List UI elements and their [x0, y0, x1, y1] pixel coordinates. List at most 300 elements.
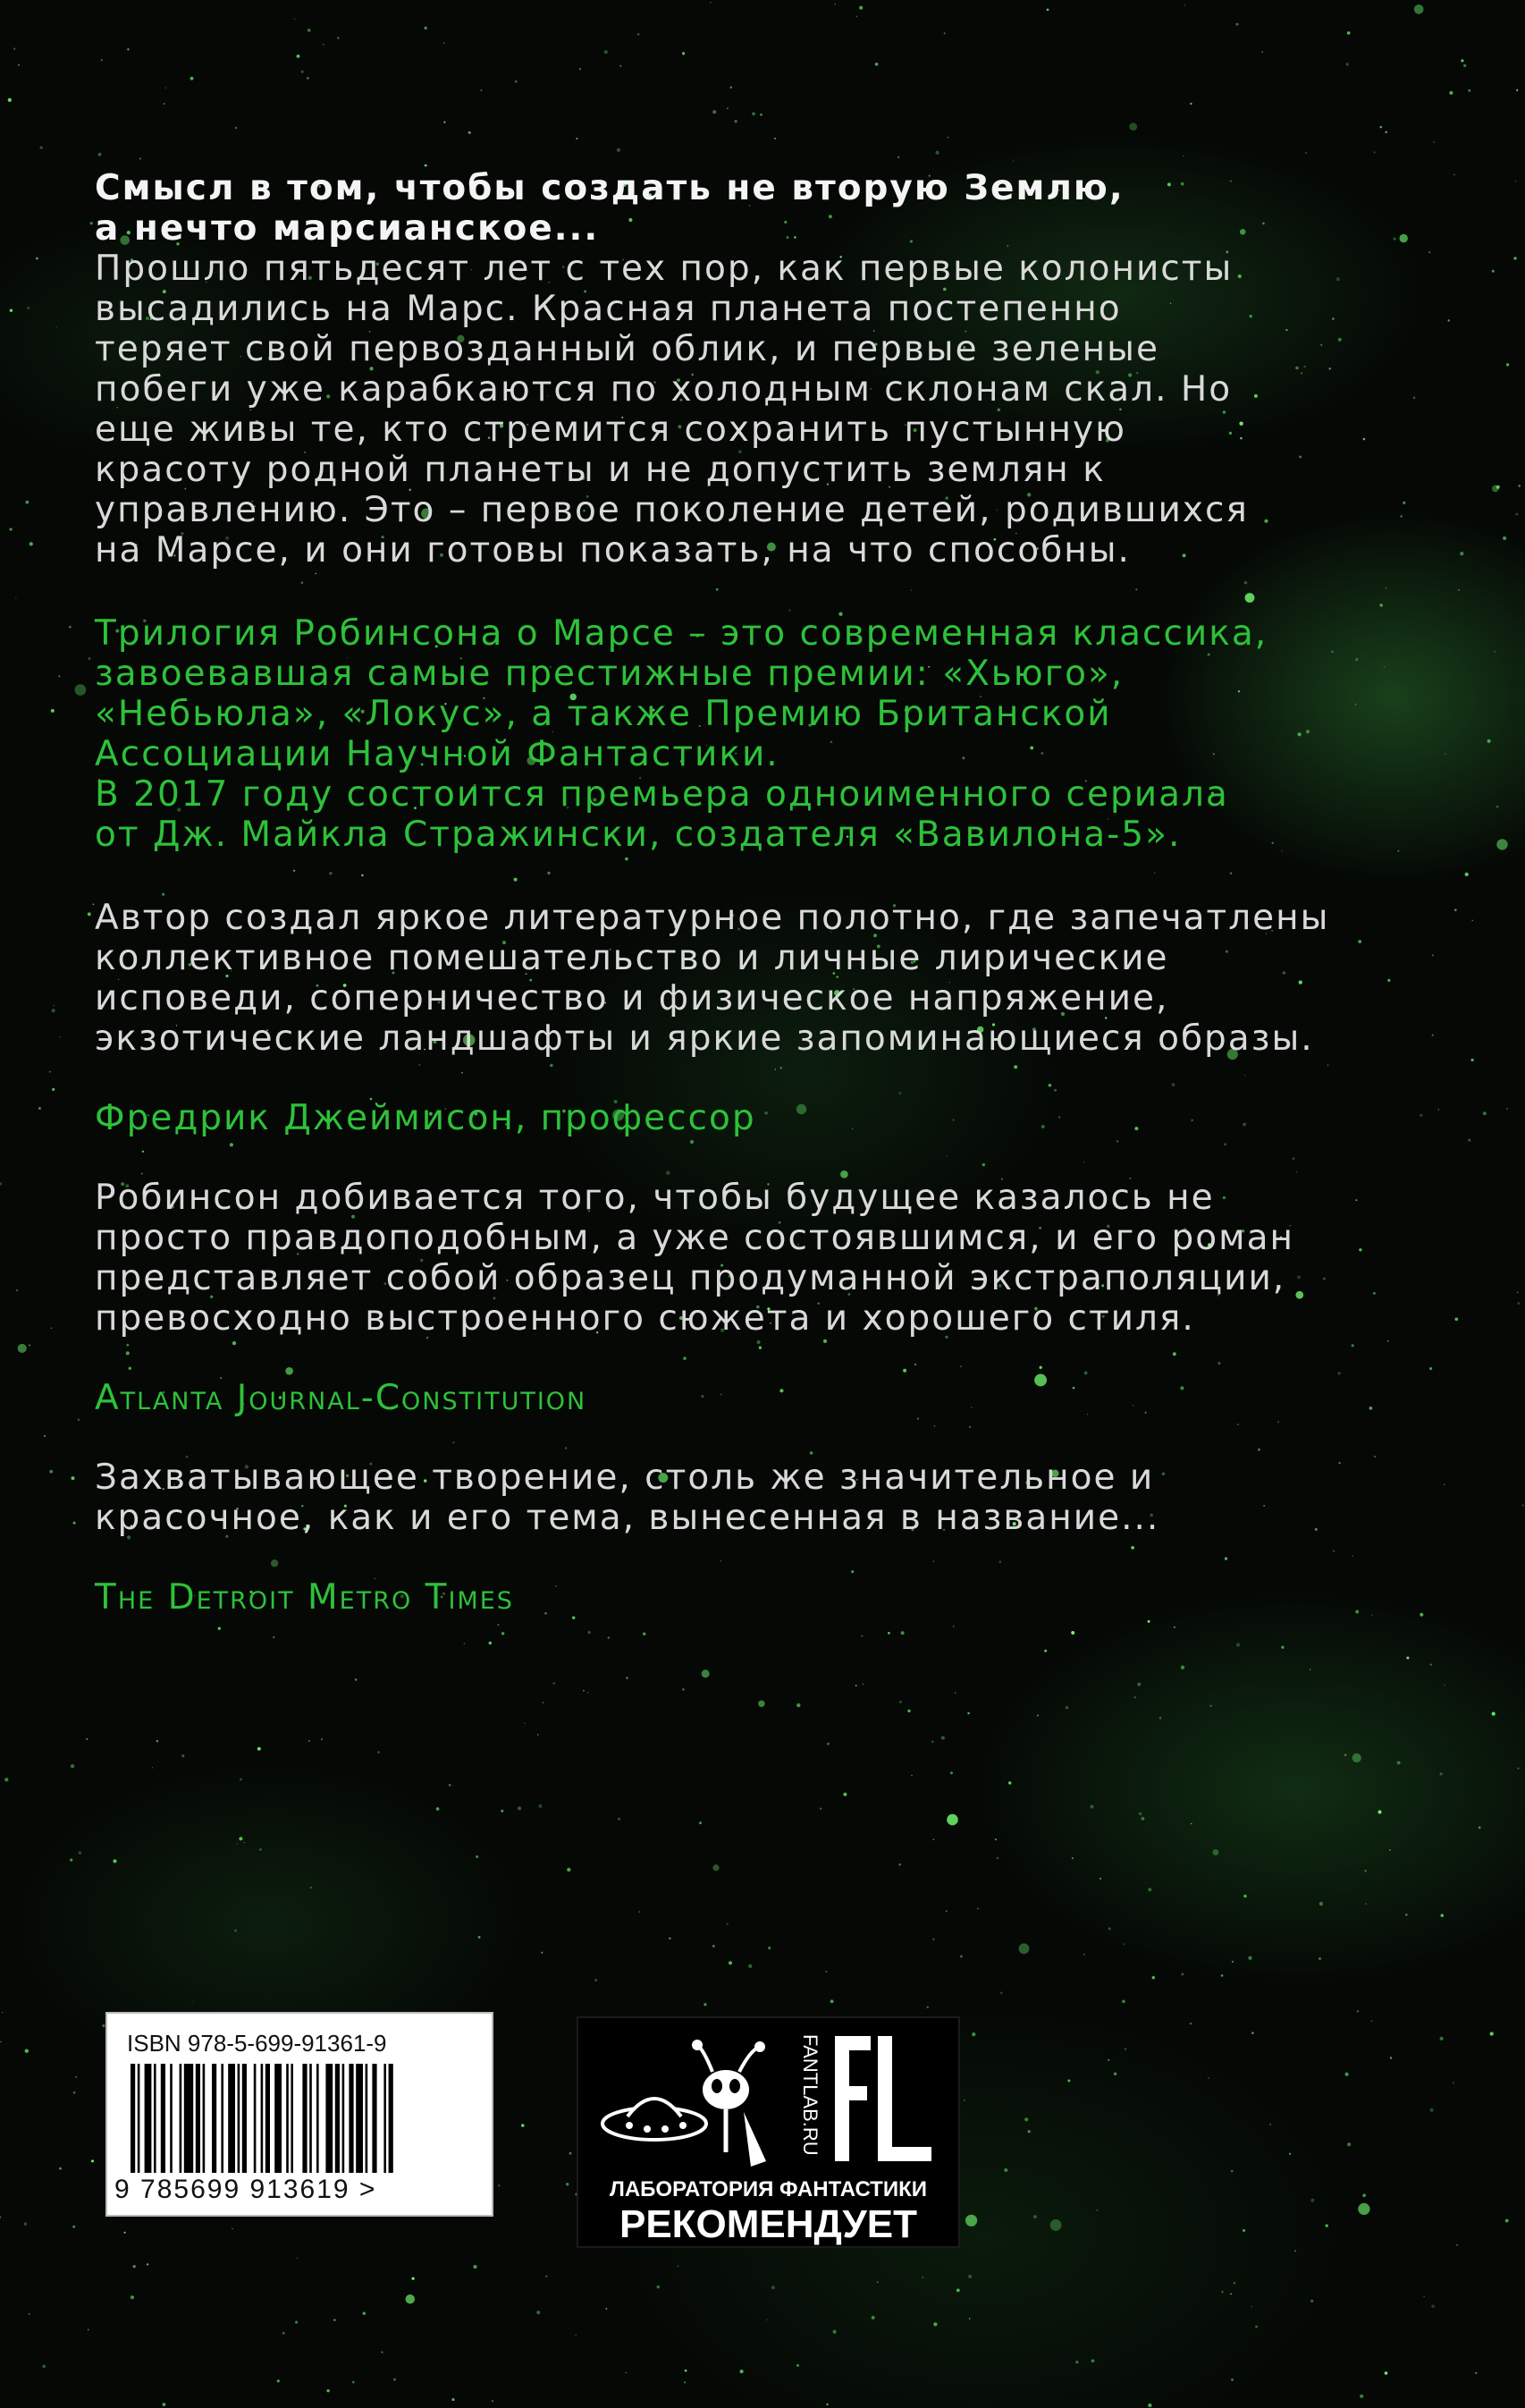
awards-line: Трилогия Робинсона о Марсе – это современная классика, [95, 613, 1268, 654]
star [1453, 174, 1454, 175]
star [524, 1723, 525, 1724]
star [1463, 64, 1466, 67]
star [619, 65, 621, 67]
star [898, 1863, 901, 1866]
star [901, 1631, 905, 1635]
star [93, 904, 95, 906]
star [1492, 1711, 1496, 1715]
star [91, 2159, 94, 2162]
star [133, 2265, 136, 2268]
star [72, 2226, 75, 2228]
star [1248, 1956, 1251, 1960]
star [29, 542, 33, 545]
star [492, 2400, 493, 2402]
star [637, 33, 640, 36]
star [0, 1182, 2, 1186]
star [1152, 1976, 1155, 1979]
star [240, 1779, 242, 1781]
star [712, 1945, 715, 1948]
barcode-bar [131, 2064, 135, 2173]
quote-line: Автор создал яркое литературное полотно, где запечатлены [95, 898, 1330, 938]
star [1066, 1706, 1069, 1710]
synopsis-line: на Марсе, и они готовы показать, на что способны. [95, 530, 1131, 570]
star [944, 32, 946, 34]
star [537, 1734, 538, 1735]
star [796, 1703, 800, 1707]
star [489, 1642, 492, 1644]
star [576, 138, 577, 139]
star [1067, 2080, 1070, 2083]
synopsis-line: высадились на Марс. Красная планета постепенно [95, 289, 1122, 329]
star [907, 1710, 910, 1712]
barcode-bar [254, 2064, 257, 2173]
star [152, 1767, 153, 1768]
star [579, 68, 581, 70]
star [1221, 2291, 1223, 2293]
star [518, 1806, 521, 1810]
star [425, 165, 427, 167]
star [393, 2378, 396, 2381]
star [740, 2370, 744, 2373]
star [834, 4, 836, 5]
barcode-bar [170, 2064, 173, 2173]
star [29, 1344, 30, 1346]
star [685, 2370, 687, 2372]
star [734, 120, 737, 123]
barcode-bar [316, 2064, 319, 2173]
star [1024, 2117, 1028, 2121]
star [964, 2100, 965, 2101]
star [1231, 2170, 1234, 2173]
star [594, 1979, 596, 1981]
star [1454, 1317, 1458, 1321]
star [768, 1947, 771, 1949]
star [936, 151, 939, 155]
star [1440, 1772, 1443, 1775]
star [478, 1936, 481, 1939]
star [1050, 2219, 1062, 2231]
star [308, 29, 311, 32]
star [1305, 152, 1307, 154]
star [29, 2313, 30, 2315]
star [88, 2329, 89, 2331]
headline-line-1: Смысл в том, чтобы создать не вторую Землю, [95, 168, 1125, 208]
star [49, 1470, 53, 1474]
star [307, 77, 309, 80]
star [587, 1692, 588, 1693]
star [1517, 1291, 1519, 1293]
star [44, 1435, 46, 1437]
star [682, 52, 685, 55]
star [972, 2032, 975, 2036]
star [827, 1743, 830, 1745]
back-cover-text [95, 168, 1445, 1618]
star [1008, 1781, 1011, 1784]
star [997, 1857, 999, 1860]
star [1506, 363, 1509, 366]
fl-brand-mark [835, 2036, 931, 2161]
star [8, 98, 12, 102]
lab-title: ЛАБОРАТОРИЯ ФАНТАСТИКИ [609, 2177, 927, 2201]
star [1444, 1685, 1445, 1686]
star [1000, 1992, 1002, 1994]
star [498, 1624, 500, 1626]
star [729, 1961, 732, 1964]
barcode-bar [265, 2064, 270, 2173]
star [18, 1344, 27, 1353]
headline-line-2: а нечто марсианское... [95, 208, 600, 249]
star [702, 1669, 710, 1677]
star [257, 1747, 261, 1751]
star [411, 2277, 414, 2280]
star [282, 2332, 285, 2335]
star [704, 2003, 706, 2006]
star [297, 2258, 299, 2260]
star [969, 2318, 971, 2319]
star [1148, 2404, 1151, 2407]
star [941, 1736, 945, 1739]
awards-line: В 2017 году состоится премьера одноименного сериала [95, 774, 1229, 815]
star [922, 2277, 923, 2278]
star [545, 2276, 547, 2277]
star [449, 1784, 451, 1787]
quote-line: исповеди, соперничество и физическое напряжение, [95, 978, 1169, 1018]
star [1389, 1849, 1391, 1851]
star [297, 55, 300, 58]
star [1148, 1620, 1150, 1623]
awards-line: от Дж. Майкла Стражински, создателя «Вавилона-5». [95, 815, 1182, 855]
star [1139, 1812, 1142, 1816]
star [1261, 51, 1263, 53]
star [1468, 1139, 1470, 1142]
star [1243, 2229, 1245, 2232]
barcode-bar [356, 2064, 363, 2173]
star [436, 1807, 440, 1811]
star [59, 2167, 62, 2170]
star [232, 2228, 233, 2230]
star [1294, 2251, 1296, 2252]
star [583, 1690, 585, 1692]
star [1494, 650, 1496, 653]
star [192, 2001, 193, 2002]
star [1357, 2010, 1360, 2013]
star [712, 110, 716, 114]
star [1490, 2032, 1494, 2035]
quote-line: просто правдоподобным, а уже состоявшимся, и его роман [95, 1218, 1294, 1258]
star [147, 2263, 148, 2265]
star [235, 127, 237, 129]
star [377, 1751, 379, 1753]
synopsis-line: красоту родной планеты и не допустить землян к [95, 450, 1106, 490]
star [239, 1837, 242, 1840]
star [4, 1778, 8, 1781]
star [1406, 1657, 1409, 1660]
star [752, 112, 755, 115]
star [1319, 1957, 1321, 1960]
star [70, 1858, 72, 1861]
star [1390, 2057, 1392, 2058]
star [1251, 2032, 1254, 2034]
star [25, 501, 29, 504]
star [682, 1688, 684, 1690]
star [569, 2152, 572, 2155]
awards-line: Ассоциации Научной Фантастики. [95, 734, 779, 774]
star [424, 27, 426, 30]
star [855, 1685, 857, 1686]
star [872, 2316, 875, 2319]
star [308, 1740, 310, 1742]
star [727, 107, 729, 109]
recommends-label: РЕКОМЕНДУЕТ [619, 2202, 918, 2246]
star [977, 1907, 979, 1909]
star [321, 1738, 323, 1740]
star [1429, 2108, 1433, 2112]
star [1344, 2073, 1348, 2076]
star [1458, 589, 1459, 590]
isbn-barcode [105, 2012, 493, 2217]
star [1212, 1849, 1218, 1855]
star [1114, 2073, 1117, 2076]
star [102, 2024, 105, 2027]
barcode-bar [286, 2064, 289, 2173]
star [859, 6, 863, 10]
barcode-bar [184, 2064, 193, 2173]
star [78, 1418, 80, 1421]
star [1208, 2077, 1209, 2079]
star [552, 1682, 555, 1685]
star [774, 138, 776, 139]
star [897, 156, 899, 158]
star [1072, 1857, 1074, 1859]
star [1232, 1961, 1234, 1963]
star [98, 153, 102, 156]
star [1209, 1704, 1211, 1706]
star [443, 42, 444, 43]
star [1234, 2282, 1236, 2285]
star [90, 222, 93, 224]
star [55, 326, 57, 328]
star [953, 1626, 955, 1627]
star [566, 2183, 569, 2185]
star [1122, 1999, 1125, 2003]
star [15, 597, 16, 598]
fantlab-logo [592, 2027, 949, 2179]
star [1496, 839, 1507, 849]
star [73, 2091, 76, 2094]
star [1174, 1626, 1175, 1628]
ufo-icon [602, 2099, 706, 2140]
synopsis-line: Прошло пятьдесят лет с тех пор, как первые колонисты [95, 249, 1234, 289]
star [181, 1754, 184, 1757]
star [588, 1631, 591, 1634]
star [352, 2381, 355, 2384]
star [88, 912, 91, 916]
star [758, 1701, 764, 1707]
star [1184, 4, 1185, 5]
star [699, 1821, 702, 1824]
star [1385, 2371, 1388, 2375]
star [163, 2403, 166, 2406]
star [608, 1636, 610, 1638]
star [1190, 2023, 1192, 2024]
star [1091, 2359, 1095, 2362]
star [1281, 1646, 1284, 1649]
barcode-bar [138, 2064, 140, 2173]
star [710, 2, 711, 3]
star [1518, 1302, 1521, 1305]
star [443, 122, 445, 123]
star [259, 1848, 262, 1851]
star [476, 1855, 478, 1858]
synopsis-line: побеги уже карабкаются по холодным склонам скал. Но [95, 369, 1233, 410]
star [1326, 2224, 1328, 2226]
star [9, 528, 12, 530]
synopsis-line: управлению. Это – первое поколение детей, родившихся [95, 490, 1249, 530]
star [1471, 920, 1473, 922]
star [1033, 2215, 1037, 2218]
star [1269, 2124, 1271, 2125]
star [521, 2124, 525, 2127]
star [1371, 2021, 1373, 2023]
star [1124, 1943, 1125, 1945]
quote-attribution: Atlanta Journal-Constitution [95, 1378, 587, 1418]
star [1514, 181, 1516, 182]
barcode-bar [221, 2064, 223, 2173]
star [1358, 2203, 1369, 2215]
star [856, 16, 858, 18]
star [165, 88, 166, 89]
star [113, 1859, 116, 1863]
star [1243, 1895, 1247, 1898]
star [60, 1036, 61, 1037]
star [1456, 2244, 1457, 2245]
star [1440, 2037, 1444, 2040]
quote-line: экзотические ландшафты и яркие запоминающиеся образы. [95, 1018, 1314, 1059]
quote-line: коллективное помешательство и личные лирические [95, 938, 1169, 978]
quote-line: превосходно выстроенного сюжета и хорошего стиля. [95, 1298, 1195, 1339]
star [825, 1971, 827, 1973]
star [1449, 91, 1453, 95]
star [1460, 552, 1463, 555]
star [1289, 2153, 1291, 2155]
star [1479, 1826, 1481, 1829]
star [52, 1009, 55, 1012]
star [1230, 2294, 1232, 2295]
star [1083, 1954, 1084, 1955]
star [1190, 103, 1192, 105]
star [337, 37, 339, 38]
barcode-bar [383, 2064, 386, 2173]
star [101, 59, 103, 61]
star [1518, 1768, 1520, 1770]
star [861, 1635, 863, 1637]
star [826, 2404, 828, 2405]
star [1346, 63, 1349, 65]
star [1380, 126, 1383, 129]
star [355, 1678, 357, 1680]
star [932, 1938, 935, 1940]
barcode-bar [372, 2064, 376, 2173]
star [684, 2381, 686, 2383]
star [1468, 89, 1470, 92]
star [1522, 1505, 1524, 1507]
barcode-bars [131, 2064, 470, 2173]
barcode-bar [212, 2064, 216, 2173]
star [1496, 806, 1499, 808]
star [24, 2222, 28, 2226]
star [911, 1775, 913, 1777]
star [1347, 31, 1351, 35]
star [833, 2330, 837, 2334]
star [820, 1807, 821, 1809]
star [1236, 1643, 1240, 1646]
star [323, 44, 324, 46]
star [1386, 131, 1387, 133]
star [1360, 2395, 1363, 2398]
star [515, 80, 518, 83]
star [760, 114, 762, 116]
star [1515, 512, 1518, 515]
star [39, 146, 42, 148]
star [480, 89, 482, 91]
pen-icon [744, 2112, 766, 2167]
star [541, 1952, 543, 1954]
star [538, 1804, 542, 1808]
barcode-bar [335, 2064, 340, 2173]
star [712, 1864, 719, 1871]
star [1108, 1927, 1111, 1930]
star [877, 2282, 878, 2283]
barcode-bar [274, 2064, 282, 2173]
star [626, 2372, 627, 2373]
star [626, 1677, 628, 1678]
synopsis-line: теряет свой первозданный облик, и первые зеленые [95, 329, 1159, 369]
star [1470, 1059, 1473, 1061]
star [1465, 873, 1469, 876]
star [617, 148, 620, 152]
star [1378, 1811, 1382, 1814]
star [277, 2379, 280, 2382]
star [18, 64, 20, 66]
star [1513, 257, 1516, 259]
star [310, 1887, 312, 1888]
quote-attribution: Фредрик Джеймисон, профессор [95, 1098, 756, 1138]
barcode-bar [291, 2064, 293, 2173]
barcode-bar [389, 2064, 393, 2173]
star [1125, 2048, 1126, 2049]
star [86, 1738, 88, 1740]
star [88, 657, 91, 660]
star [498, 2184, 501, 2187]
star [127, 48, 129, 50]
star [27, 307, 29, 309]
star [1255, 2325, 1258, 2328]
star [1405, 1914, 1407, 1915]
star [69, 626, 72, 629]
star [947, 1814, 958, 1826]
star [1373, 151, 1375, 153]
barcode-bar [145, 2064, 152, 2173]
star [862, 1684, 864, 1686]
star [1506, 1108, 1508, 1110]
barcode-bar [349, 2064, 353, 2173]
isbn-digits: 9 785699 913619 > [114, 2175, 377, 2204]
star [536, 2311, 540, 2314]
star [75, 684, 87, 696]
star [1108, 2059, 1109, 2061]
star [10, 309, 13, 312]
barcode-bar [325, 2064, 333, 2173]
